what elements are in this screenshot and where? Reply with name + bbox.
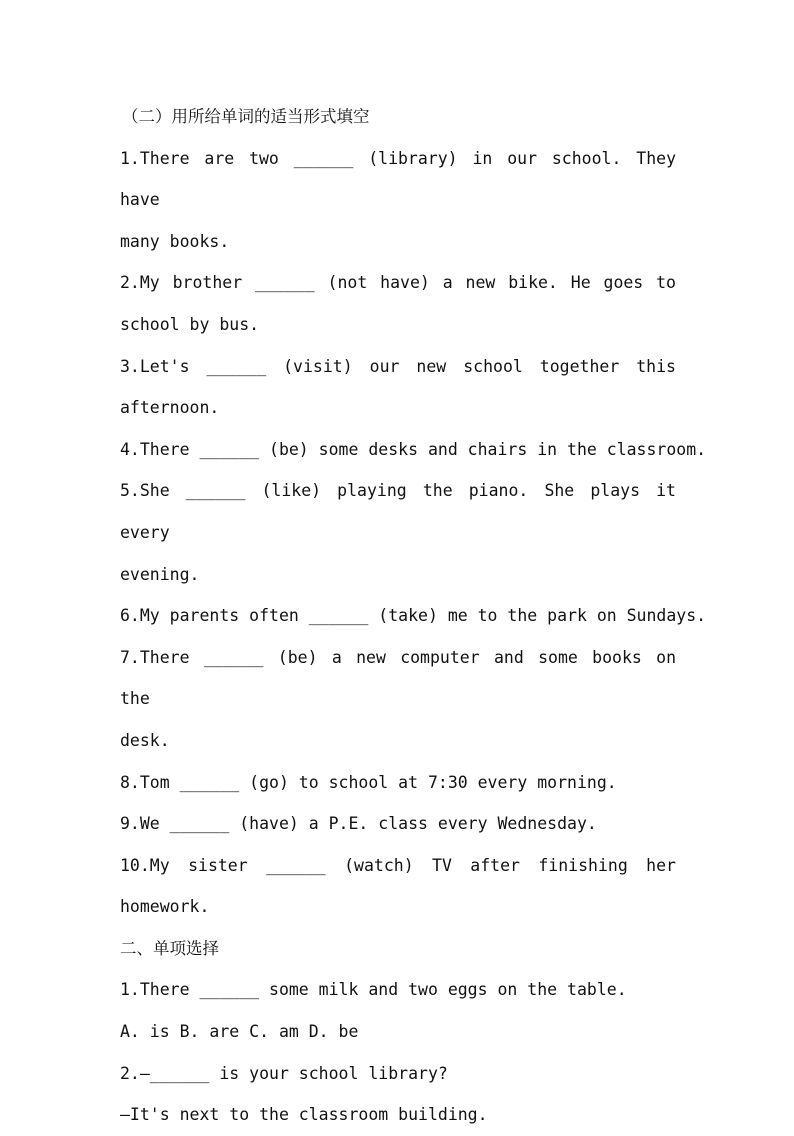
fill-item-6 [120, 595, 707, 637]
fill-item-10-line-1: 10.My sister ______ (watch) TV after finishing her [120, 855, 676, 875]
fill-item-1-line-1: 1.There are two ______ (library) in our school. They have [120, 148, 676, 210]
choice-item-1-question: 1.There ______ some milk and two eggs on the table. [120, 980, 627, 1000]
fill-item-2-line-1: 2.My brother ______ (not have) a new bike. He goes to [120, 273, 676, 293]
fill-item-3 [120, 346, 676, 429]
worksheet-page [120, 96, 707, 1136]
fill-item-8-line-1: 8.Tom ______ (go) to school at 7:30 every morning. [120, 772, 617, 792]
fill-item-9 [120, 803, 676, 845]
fill-item-3-line-2: afternoon. [120, 398, 220, 418]
fill-item-2-line-2: school by bus. [120, 314, 260, 334]
fill-item-5-line-2: evening. [120, 564, 200, 584]
fill-item-5-line-1: 5.She ______ (like) playing the piano. She plays it every [120, 481, 676, 542]
section-fill-heading: （二）用所给单词的适当形式填空 [122, 107, 370, 126]
fill-item-9-line-1: 9.We ______ (have) a P.E. class every Wednesday. [120, 814, 597, 834]
section-choice-heading: 二、单项选择 [120, 938, 219, 958]
fill-item-10 [120, 845, 676, 928]
fill-item-3-line-1: 3.Let's ______ (visit) our new school together this [120, 356, 676, 376]
choice-item-2-answer: —It's next to the classroom building. [120, 1105, 488, 1125]
fill-item-5 [120, 470, 676, 595]
fill-item-1-line-2: many books. [120, 231, 230, 251]
choice-item-1 [120, 969, 676, 1052]
fill-item-7 [120, 637, 676, 762]
fill-item-7-line-1: 7.There ______ (be) a new computer and some books on the [120, 647, 676, 709]
fill-item-2 [120, 262, 676, 345]
fill-item-4-line-1: 4.There ______ (be) some desks and chairs in the classroom. [120, 439, 707, 459]
fill-item-4 [120, 429, 707, 471]
choice-item-1-options: A. is B. are C. am D. be [120, 1022, 359, 1042]
fill-item-10-line-2: homework. [120, 897, 210, 917]
choice-item-2 [120, 1053, 676, 1136]
choice-item-2-question: 2.—______ is your school library? [120, 1063, 448, 1083]
fill-item-6-line-1: 6.My parents often ______ (take) me to the park on Sundays. [120, 606, 707, 626]
fill-item-1 [120, 138, 676, 263]
fill-item-8 [120, 762, 676, 804]
fill-item-7-line-2: desk. [120, 730, 170, 750]
